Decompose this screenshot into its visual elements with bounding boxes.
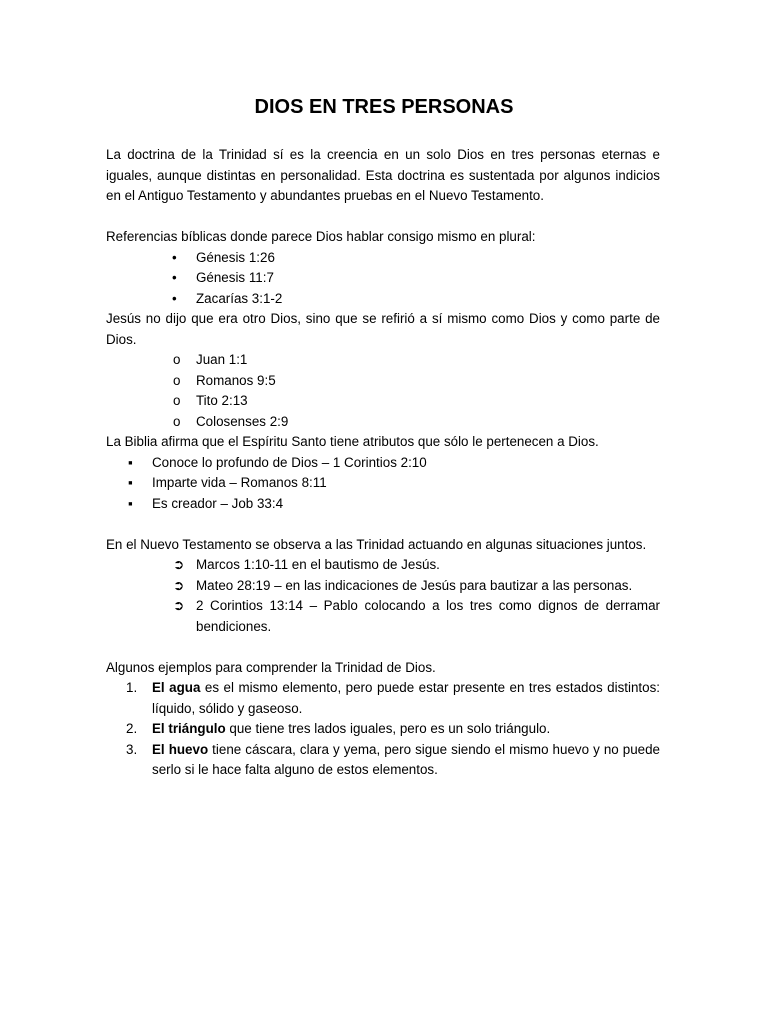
section3-heading: La Biblia afirma que el Espíritu Santo tiene atributos que sólo le pertenecen a Dios. xyxy=(106,434,599,449)
circle-bullet-icon: o xyxy=(173,413,181,429)
square-bullet-icon: ▪ xyxy=(128,454,133,470)
section4-heading: En el Nuevo Testamento se observa a las Trinidad actuando en algunas situaciones juntos. xyxy=(106,536,647,552)
section4-list xyxy=(106,555,660,637)
section1-list xyxy=(106,248,660,310)
section5-list xyxy=(106,678,660,781)
section3-list xyxy=(106,453,660,515)
list-item: ➲ Marcos 1:10-11 en el bautismo de Jesús. xyxy=(106,555,660,576)
circle-bullet-icon: o xyxy=(173,393,181,408)
list-item: o Tito 2:13 xyxy=(106,391,660,412)
paragraph-spacer xyxy=(106,637,660,658)
list-item: • Génesis 11:7 xyxy=(106,268,660,289)
list-item: o Juan 1:1 xyxy=(106,350,660,371)
item-number: 3. xyxy=(126,741,138,757)
document-body xyxy=(106,145,660,781)
arrow-bullet-icon: ➲ xyxy=(173,598,185,613)
circle-bullet-icon: o xyxy=(173,352,181,367)
intro-paragraph: La doctrina de la Trinidad sí es la creencia en un solo Dios en tres personas eternas e iguales, aunque distintas en personalidad. Esta doctrina es sustentada por algunos indicios en el Antiguo Testamento y abundantes pruebas en el Nuevo Testamento. xyxy=(106,147,660,203)
list-item: • Génesis 1:26 xyxy=(106,248,660,269)
section2-heading: Jesús no dijo que era otro Dios, sino que se refirió a sí mismo como Dios y como parte de Dios. xyxy=(106,311,660,347)
section2-list xyxy=(106,350,660,432)
arrow-bullet-icon: ➲ xyxy=(173,557,185,572)
item-number: 1. xyxy=(126,680,138,695)
square-bullet-icon: ▪ xyxy=(128,495,133,511)
paragraph-spacer xyxy=(106,207,660,228)
circle-bullet-icon: o xyxy=(173,372,181,388)
list-item: ▪ Es creador – Job 33:4 xyxy=(106,494,660,515)
item-keyword: El agua xyxy=(152,680,201,695)
list-item: • Zacarías 3:1-2 xyxy=(106,289,660,310)
numbered-item: 3. El huevo tiene cáscara, clara y yema, pero sigue siendo el mismo huevo y no puede serlo si le hace falta alguno de estos elementos. xyxy=(126,741,660,777)
square-bullet-icon: ▪ xyxy=(128,475,133,490)
item-keyword: El triángulo xyxy=(152,721,226,736)
bullet-icon: • xyxy=(172,290,177,306)
numbered-item: 2. El triángulo que tiene tres lados iguales, pero es un solo triángulo. xyxy=(106,719,660,740)
item-keyword: El huevo xyxy=(152,741,209,757)
section1-heading: Referencias bíblicas donde parece Dios hablar consigo mismo en plural: xyxy=(106,229,536,244)
item-number: 2. xyxy=(126,721,138,736)
numbered-item: 1. El agua es el mismo elemento, pero puede estar presente en tres estados distintos: líquido, sólido y gaseoso. xyxy=(126,680,660,716)
list-item: ➲ Mateo 28:19 – en las indicaciones de Jesús para bautizar a las personas. xyxy=(106,576,660,597)
arrow-bullet-icon: ➲ xyxy=(173,577,185,593)
bullet-icon: • xyxy=(172,249,177,265)
paragraph-spacer xyxy=(106,514,660,535)
list-item: ➲ 2 Corintios 13:14 – Pablo colocando a los tres como dignos de derramar bendiciones. xyxy=(173,598,660,634)
list-item: ▪ Conoce lo profundo de Dios – 1 Corintios 2:10 xyxy=(106,453,660,474)
list-item: ▪ Imparte vida – Romanos 8:11 xyxy=(106,473,660,494)
page-title: DIOS EN TRES PERSONAS xyxy=(254,96,514,118)
bullet-icon: • xyxy=(172,270,177,285)
section5-heading: Algunos ejemplos para comprender la Trinidad de Dios. xyxy=(106,659,436,675)
list-item: o Colosenses 2:9 xyxy=(106,412,660,433)
list-item: o Romanos 9:5 xyxy=(106,371,660,392)
